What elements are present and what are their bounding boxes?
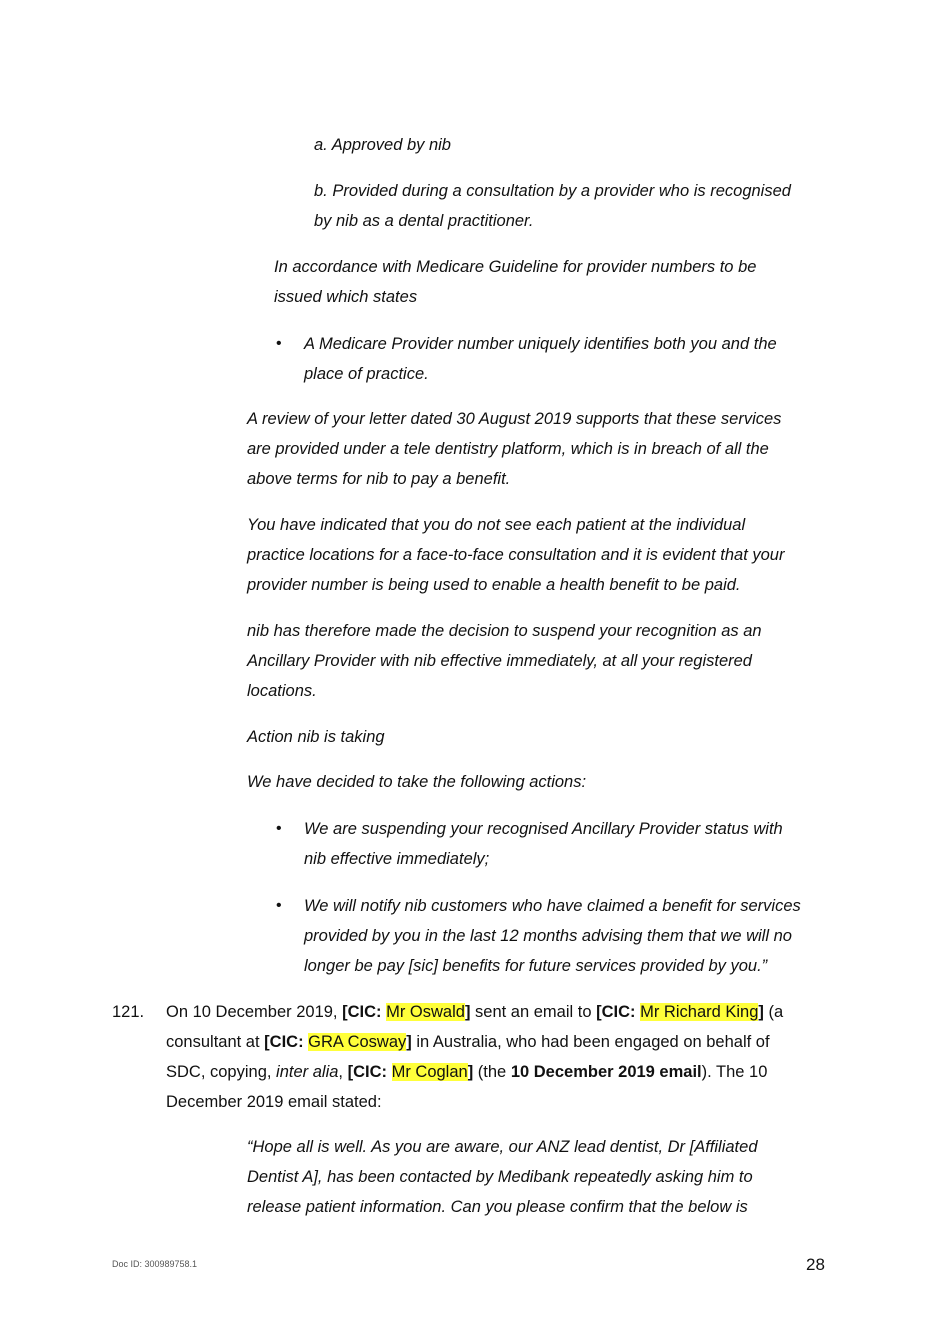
- bullet-medicare-line-1: A Medicare Provider number uniquely identifies both you and the: [304, 335, 777, 353]
- quote-item-a: a. Approved by nib: [314, 136, 451, 154]
- doc-id: Doc ID: 300989758.1: [112, 1259, 198, 1269]
- text-run: On 10 December 2019,: [166, 1003, 343, 1021]
- quote-item-b-line-1: b. Provided during a consultation by a provider who is recognised: [314, 182, 791, 200]
- text-run: sent an email to: [470, 1003, 597, 1021]
- bullet-medicare-line-2: place of practice.: [304, 365, 429, 383]
- text-run: consultant at: [166, 1033, 265, 1051]
- para-121-line-3: [166, 1062, 767, 1082]
- cic-tag: [CIC:: [264, 1033, 309, 1051]
- highlight-coglan: Mr Coglan: [391, 1063, 468, 1081]
- bullet-marker: •: [276, 335, 282, 352]
- bullet-suspend-line-1: We are suspending your recognised Ancillary Provider status with: [304, 820, 783, 838]
- indicated-line-1: You have indicated that you do not see each patient at the individual: [247, 516, 746, 534]
- email-quote-line-1: “Hope all is well. As you are aware, our ANZ lead dentist, Dr [Affiliated: [247, 1138, 758, 1156]
- review-line-2: are provided under a tele dentistry platform, which is in breach of all the: [247, 440, 769, 458]
- bullet-notify-line-2: provided by you in the last 12 months advising them that we will no: [304, 927, 792, 945]
- page-number: 28: [806, 1255, 825, 1274]
- bullet-notify-line-3: longer be pay [sic] benefits for future services provided by you.”: [304, 957, 768, 975]
- highlight-king: Mr Richard King: [640, 1003, 759, 1021]
- text-run: ). The 10: [701, 1063, 768, 1081]
- text-run: ,: [338, 1063, 348, 1081]
- review-line-1: A review of your letter dated 30 August 2019 supports that these services: [247, 410, 782, 428]
- decision-line-2: Ancillary Provider with nib effective immediately, at all your registered: [247, 652, 752, 670]
- medicare-line-2: issued which states: [274, 288, 418, 306]
- decided-line: We have decided to take the following actions:: [247, 773, 587, 791]
- cic-close: ]: [467, 1063, 474, 1081]
- cic-close: ]: [464, 1003, 471, 1021]
- review-line-3: above terms for nib to pay a benefit.: [247, 470, 511, 488]
- bullet-marker: •: [276, 820, 282, 837]
- inter-alia: inter alia: [276, 1063, 339, 1081]
- quote-item-b-line-2: by nib as a dental practitioner.: [314, 212, 534, 230]
- cic-close: ]: [758, 1003, 764, 1021]
- decision-line-3: locations.: [247, 682, 317, 700]
- para-121-line-4: December 2019 email stated:: [166, 1093, 382, 1111]
- bullet-marker: •: [276, 897, 282, 914]
- indicated-line-2: practice locations for a face-to-face consultation and it is evident that your: [247, 546, 785, 564]
- medicare-line-1: In accordance with Medicare Guideline for provider numbers to be: [274, 258, 757, 276]
- text-run: SDC, copying,: [166, 1063, 277, 1081]
- bullet-suspend-line-2: nib effective immediately;: [304, 850, 490, 868]
- para-121-line-2: [166, 1032, 770, 1052]
- cic-tag: [CIC:: [342, 1003, 387, 1021]
- bullet-notify-line-1: We will notify nib customers who have claimed a benefit for services: [304, 897, 801, 915]
- text-run: in Australia, who had been engaged on behalf of: [411, 1033, 770, 1051]
- action-heading: Action nib is taking: [247, 728, 385, 746]
- indicated-line-3: provider number is being used to enable a health benefit to be paid.: [247, 576, 741, 594]
- cic-tag: [CIC:: [347, 1063, 392, 1081]
- cic-tag: [CIC:: [596, 1003, 641, 1021]
- email-quote-line-2: Dentist A], has been contacted by Medibank repeatedly asking him to: [247, 1168, 753, 1186]
- decision-line-1: nib has therefore made the decision to suspend your recognition as an: [247, 622, 762, 640]
- text-run: (a: [763, 1003, 784, 1021]
- cic-close: ]: [406, 1033, 412, 1051]
- defined-term: 10 December 2019 email: [510, 1063, 702, 1081]
- paragraph-number: 121.: [112, 1003, 145, 1021]
- highlight-gra-cosway: GRA Cosway: [308, 1033, 407, 1051]
- text-run: (the: [473, 1063, 511, 1081]
- para-121-line-1: [166, 1002, 783, 1022]
- email-quote-line-3: release patient information. Can you please confirm that the below is: [247, 1198, 748, 1216]
- highlight-oswald: Mr Oswald: [386, 1003, 465, 1021]
